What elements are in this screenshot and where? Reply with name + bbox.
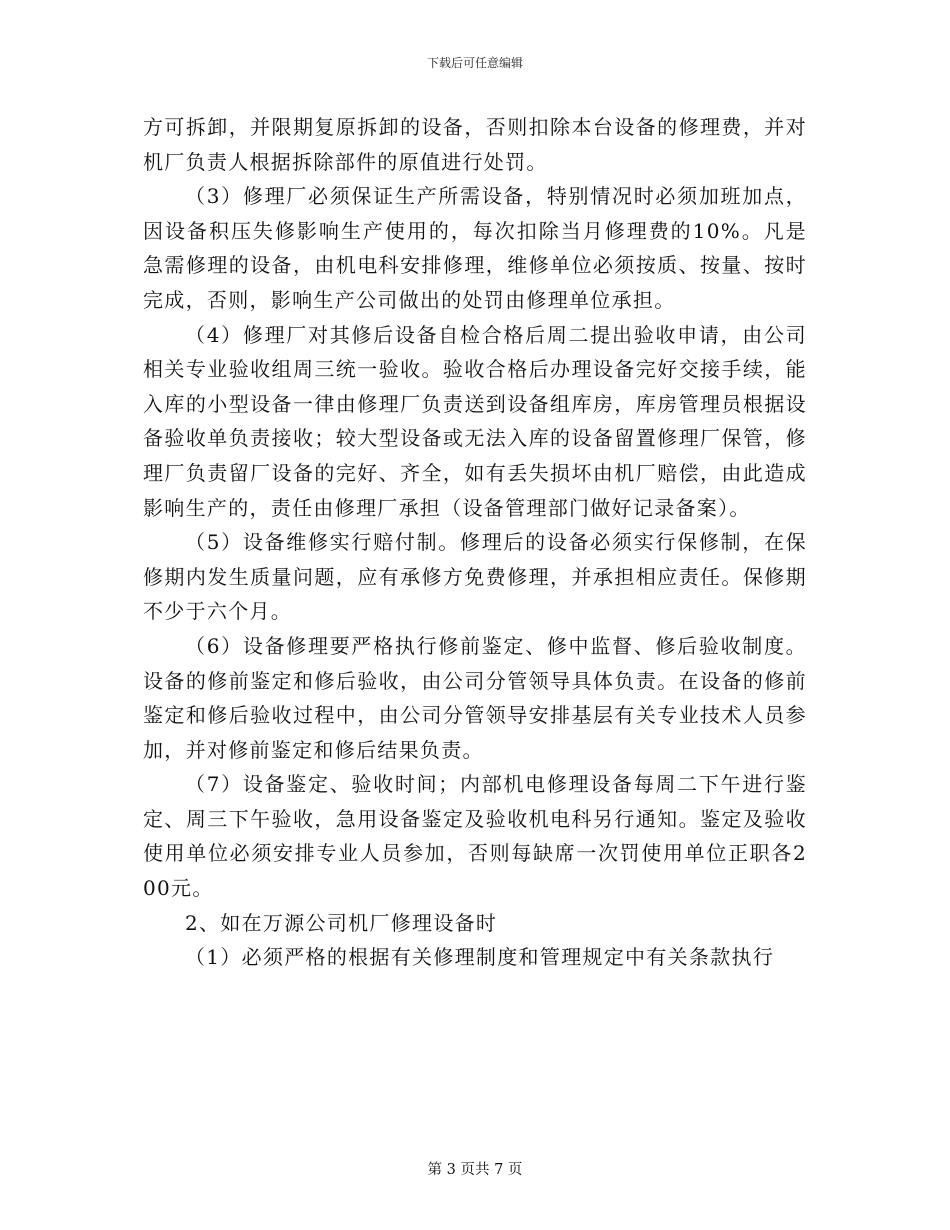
- section-heading-2: 2、如在万源公司机厂修理设备时: [185, 910, 498, 935]
- paragraph-item-6: （6）设备修理要严格执行修前鉴定、修中监督、修后验收制度。设备的修前鉴定和修后验收，由公司分管领导具体负责。在设备的修前鉴定和修后验收过程中，由公司分管领导安排基层有关专业技术人员参加，并对修前鉴定和修后结果负责。: [143, 633, 807, 762]
- paragraph-subitem-1: （1）必须严格的根据有关修理制度和管理规定中有关条款执行: [185, 945, 775, 970]
- paragraph-continuation: 方可拆卸，并限期复原拆卸的设备，否则扣除本台设备的修理费，并对机厂负责人根据拆除部件的原值进行处罚。: [143, 115, 807, 174]
- page-footer: 第 3 页共 7 页: [427, 1162, 523, 1178]
- paragraph-item-5: （5）设备维修实行赔付制。修理后的设备必须实行保修制，在保修期内发生质量问题，应有承修方免费修理，并承担相应责任。保修期不少于六个月。: [143, 530, 807, 624]
- page-header: 下载后可任意编辑: [426, 56, 523, 70]
- paragraph-item-4: （4）修理厂对其修后设备自检合格后周二提出验收申请，由公司相关专业验收组周三统一验收。验收合格后办理设备完好交接手续，能入库的小型设备一律由修理厂负责送到设备组库房，库房管理员根据设备验收单负责接收；较大型设备或无法入库的设备留置修理厂保管，修理厂负责留厂设备的完好、齐全，如有丢失损坏由机厂赔偿，由此造成影响生产的，责任由修理厂承担（设备管理部门做好记录备案）。: [143, 322, 807, 520]
- document-body: [143, 110, 807, 975]
- paragraph-item-3: （3）修理厂必须保证生产所需设备，特别情况时必须加班加点，因设备积压失修影响生产使用的，每次扣除当月修理费的10%。凡是急需修理的设备，由机电科安排修理，维修单位必须按质、按量、按时完成，否则，影响生产公司做出的处罚由修理单位承担。: [143, 184, 807, 312]
- paragraph-item-7: （7）设备鉴定、验收时间；内部机电修理设备每周二下午进行鉴定、周三下午验收，急用设备鉴定及验收机电科另行通知。鉴定及验收使用单位必须安排专业人员参加，否则每缺席一次罚使用单位正职各200元。: [143, 772, 807, 901]
